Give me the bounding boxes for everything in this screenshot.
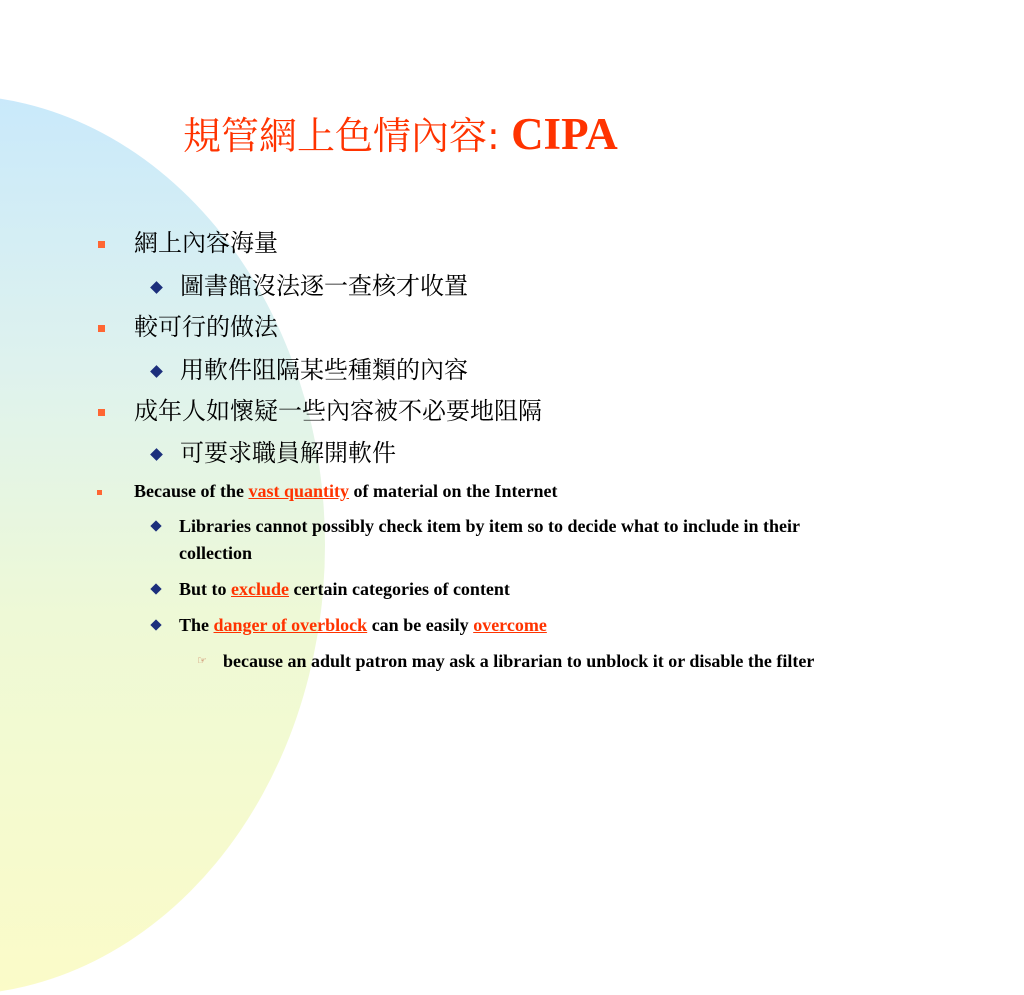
highlight-overcome: overcome	[473, 615, 547, 635]
bullet-en-1-2-pre: But to	[179, 579, 232, 599]
diamond-bullet-icon	[150, 619, 161, 630]
bullet-en-1	[134, 478, 557, 504]
diamond-bullet-icon	[150, 583, 161, 594]
square-bullet-icon	[98, 325, 105, 332]
square-bullet-icon	[97, 490, 102, 495]
title-latin: CIPA	[499, 109, 618, 159]
title-cjk: 規管網上色情內容:	[183, 114, 500, 158]
bullet-en-1-pre: Because of the	[134, 481, 249, 501]
bullet-en-1-1-line-a: Libraries cannot possibly check item by item so to decide what to include in their	[179, 516, 800, 536]
highlight-danger-of-overblock: danger of overblock	[213, 615, 368, 635]
pointing-hand-icon: ☞	[197, 654, 207, 667]
bullet-en-1-post: of material on the Internet	[349, 481, 558, 501]
square-bullet-icon	[98, 241, 105, 248]
diamond-bullet-icon	[150, 448, 163, 461]
diamond-bullet-icon	[150, 520, 161, 531]
diamond-bullet-icon	[150, 365, 163, 378]
highlight-vast-quantity: vast quantity	[248, 481, 350, 501]
bullet-en-1-3-mid: can be easily	[367, 615, 474, 635]
highlight-exclude: exclude	[231, 579, 290, 599]
bullet-3-1: 可要求職員解開軟件	[180, 439, 396, 467]
bullet-1: 網上內容海量	[134, 229, 278, 257]
bullet-en-1-2	[179, 576, 510, 602]
bullet-2: 較可行的做法	[134, 313, 278, 341]
bullet-1-1: 圖書館沒法逐一查核才收置	[180, 272, 468, 300]
bullet-en-1-3	[179, 612, 547, 638]
square-bullet-icon	[98, 409, 105, 416]
bullet-en-1-1-line-b: collection	[179, 543, 252, 563]
bullet-en-1-2-post: certain categories of content	[289, 579, 510, 599]
bullet-3: 成年人如懷疑一些內容被不必要地阻隔	[134, 397, 542, 425]
diamond-bullet-icon	[150, 281, 163, 294]
bullet-en-1-3-1: because an adult patron may ask a librarian to unblock it or disable the filter	[223, 651, 815, 671]
bullet-2-1: 用軟件阻隔某些種類的內容	[180, 356, 468, 384]
bullet-en-1-3-pre: The	[179, 615, 214, 635]
